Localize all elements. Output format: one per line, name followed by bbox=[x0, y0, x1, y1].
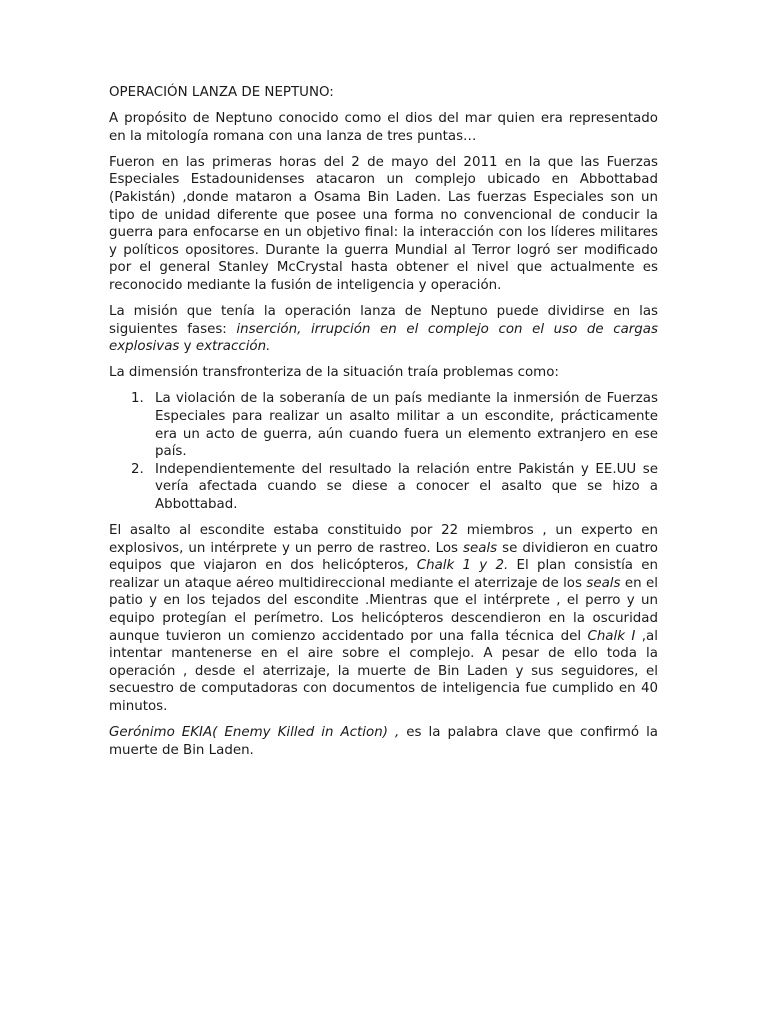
assault-italic-chalk-i: Chalk I bbox=[587, 628, 636, 644]
assault-text-5: ,al intentar mantenerse en el aire sobre el complejo. A pesar de ello toda la operación , desde el aterrizaje, la muerte de Bin Laden y sus seguidores, el secuestro de computadoras con documentos de inteligencia fue cumplido en 40 minutos. bbox=[109, 628, 658, 714]
assault-italic-seals-1: seals bbox=[463, 540, 498, 556]
paragraph-codeword bbox=[109, 724, 658, 759]
assault-text-4: en el patio y en los tejados del escondite .Mientras que el intérprete , el perro y un equipo protegían el perímetro. Los helicópteros descendieron en la oscuridad aunque tuvieron un comienzo accidentado por una falla técnica del bbox=[109, 575, 658, 644]
assault-italic-chalk: Chalk 1 y 2. bbox=[416, 558, 509, 574]
codeword-italic: Gerónimo EKIA( Enemy Killed in Action) , bbox=[109, 725, 400, 741]
list-item-text: La violación de la soberanía de un país mediante la inmersión de Fuerzas Especiales para realizar un asalto militar a un escondite, prácticamente era un acto de guerra, aún cuando fuera un elemento extranjero en ese país. bbox=[155, 391, 658, 460]
paragraph-intro: A propósito de Neptuno conocido como el dios del mar quien era representado en la mitología romana con una lanza de tres puntas… bbox=[109, 111, 658, 144]
document-page bbox=[109, 84, 658, 768]
assault-text-1: El asalto al escondite estaba constituido por 22 miembros , un experto en explosivos, un intérprete y un perro de rastreo. Los bbox=[109, 523, 658, 556]
paragraph-problems-intro: La dimensión transfronteriza de la situación traía problemas como: bbox=[109, 365, 559, 381]
document-title: OPERACIÓN LANZA DE NEPTUNO: bbox=[109, 85, 334, 100]
list-item-text: Independientemente del resultado la relación entre Pakistán y EE.UU se vería afectada cuando se diese a conocer el asalto que se hizo a Abbottabad. bbox=[155, 461, 658, 512]
assault-italic-seals-2: seals bbox=[586, 575, 621, 591]
assault-text-2: se dividieron en cuatro equipos que viajaron en dos helicópteros, bbox=[109, 540, 658, 574]
problems-list bbox=[109, 390, 658, 513]
list-item bbox=[109, 461, 658, 514]
phases-text-1: La misión que tenía la operación lanza de Neptuno puede dividirse en las siguientes fases: bbox=[109, 304, 658, 337]
paragraph-assault bbox=[109, 522, 658, 716]
phases-italic-1: inserción, irrupción en el complejo con el uso de cargas explosivas bbox=[109, 321, 658, 355]
list-item-number: 2. bbox=[131, 461, 144, 477]
paragraph-mission-phases bbox=[109, 303, 658, 356]
list-item bbox=[109, 390, 658, 460]
phases-text-2: y bbox=[179, 339, 196, 355]
codeword-text: es la palabra clave que confirmó la muerte de Bin Laden. bbox=[109, 725, 658, 758]
paragraph-background: Fueron en las primeras horas del 2 de mayo del 2011 en la que las Fuerzas Especiales Estadounidenses atacaron un complejo ubicado en Abbottabad (Pakistán) ,donde mataron a Osama Bin Laden. Las fuerzas Especiales son un tipo de unidad diferente que posee una forma no convencional de conducir la guerra para enfocarse en un objetivo final: la interacción con los líderes militares y políticos opositores. Durante la guerra Mundial al Terror logró ser modificado por el general Stanley McCrystal hasta obtener el nivel que actualmente es reconocido mediante la fusión de inteligencia y operación. bbox=[109, 154, 658, 293]
list-item-number: 1. bbox=[131, 391, 144, 407]
assault-text-3: El plan consistía en realizar un ataque aéreo multidireccional mediante el aterrizaje de los bbox=[109, 558, 658, 591]
phases-italic-2: extracción. bbox=[195, 339, 271, 355]
